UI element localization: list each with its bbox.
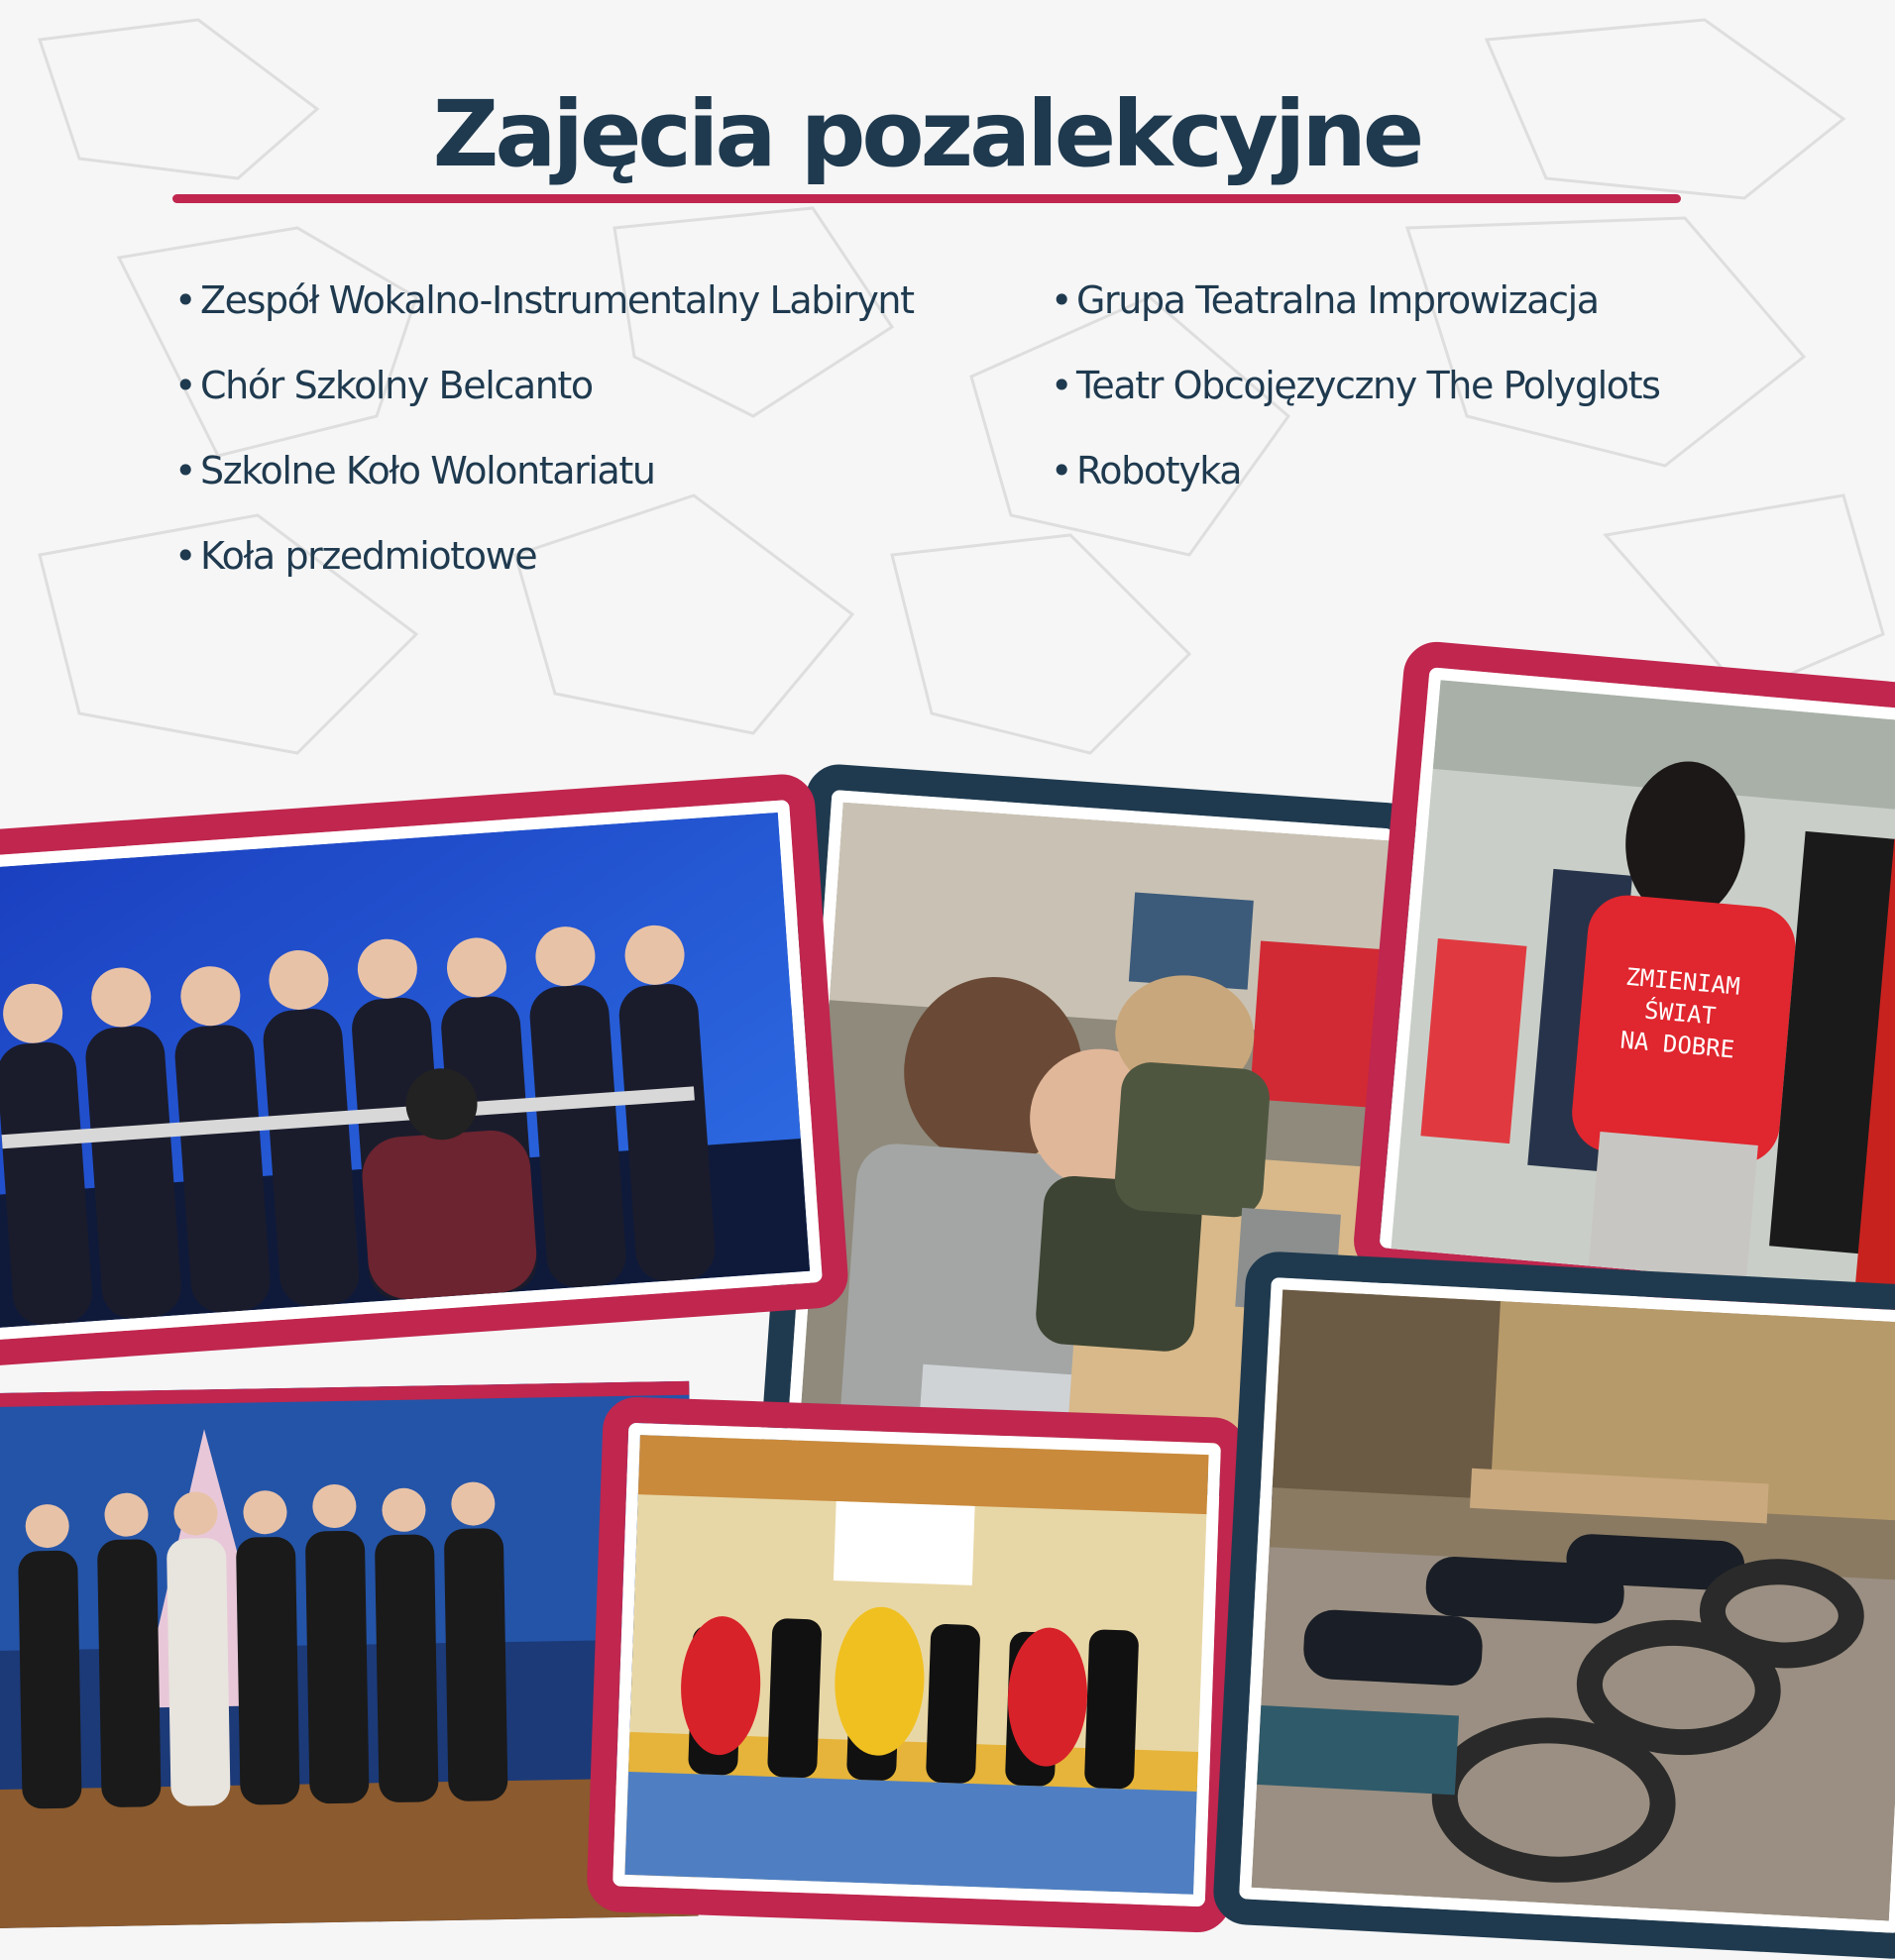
list-item: • Teatr Obcojęzyczny The Polyglots xyxy=(1051,364,1660,407)
photo-choir xyxy=(0,772,850,1367)
shooting-range-scene xyxy=(1252,1290,1895,1921)
title-underline xyxy=(172,194,1681,203)
list-item: • Zespół Wokalno-Instrumentalny Labirynt xyxy=(174,278,914,322)
page-title: Zajęcia pozalekcyjne xyxy=(432,81,1421,187)
activities-list-right xyxy=(1051,277,1660,533)
gym-cheer-scene xyxy=(624,1435,1208,1895)
photo-gym-cheer xyxy=(586,1396,1248,1933)
list-item: • Chór Szkolny Belcanto xyxy=(174,364,593,407)
list-item: • Koła przedmiotowe xyxy=(174,534,537,578)
photo-shooting-range xyxy=(1212,1251,1895,1960)
list-item: • Szkolne Koło Wolontariatu xyxy=(174,449,655,492)
list-item: • Grupa Teatralna Improwizacja xyxy=(1051,278,1599,322)
photo-volunteering xyxy=(1351,639,1895,1323)
shirt-text-2: ŚWIAT xyxy=(1642,996,1718,1031)
volunteering-scene xyxy=(1389,680,1895,1321)
activities-list-left xyxy=(174,277,914,618)
choir-scene xyxy=(0,813,810,1328)
shirt-text-3: NA DOBRE xyxy=(1618,1026,1736,1064)
shirt-text-1: ZMIENIAM xyxy=(1624,962,1741,1001)
list-item: • Robotyka xyxy=(1051,449,1242,492)
